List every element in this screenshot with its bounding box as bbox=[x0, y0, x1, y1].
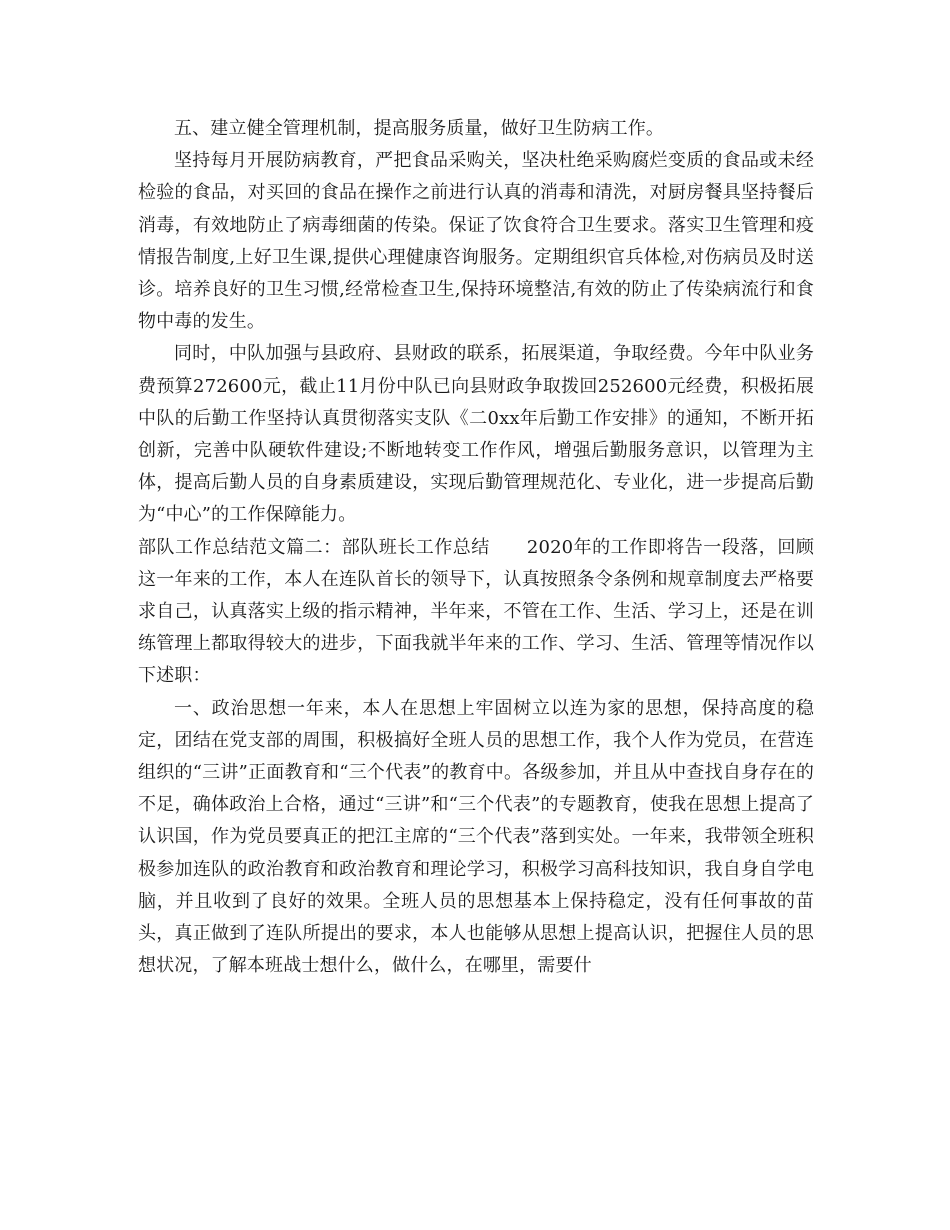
paragraph-1: 五、建立健全管理机制，提高服务质量，做好卫生防病工作。 bbox=[174, 118, 665, 139]
paragraph-4: 部队工作总结范文篇二：部队班长工作总结 2020年的工作即将告一段落，回顾这一年来的工作，本人在连队首长的领导下，认真按照条令条例和规章制度去严格要求自己，认真落实上级的指示精神，半年来，不管在工作、生活、学习上，还是在训练管理上都取得较大的进步，下面我就半年来的工作、学习、生活、管理等情况作以下述职： bbox=[138, 536, 814, 687]
document-body bbox=[138, 113, 814, 982]
paragraph-2: 坚持每月开展防病教育，严把食品采购关，坚决杜绝采购腐烂变质的食品或未经检验的食品，对买回的食品在操作之前进行认真的消毒和清洗，对厨房餐具坚持餐后消毒，有效地防止了病毒细菌的传染。保证了饮食符合卫生要求。落实卫生管理和疫情报告制度,上好卫生课,提供心理健康咨询服务。定期组织官兵体检,对伤病员及时送诊。培养良好的卫生习惯,经常检查卫生,保持环境整洁,有效的防止了传染病流行和食物中毒的发生。 bbox=[138, 150, 814, 333]
paragraph-5: 一、政治思想一年来，本人在思想上牢固树立以连为家的思想，保持高度的稳定，团结在党支部的周围，积极搞好全班人员的思想工作，我个人作为党员，在营连组织的“三讲”正面教育和“三个代表”的教育中。各级参加，并且从中查找自身存在的不足，确体政治上合格，通过“三讲”和“三个代表”的专题教育，使我在思想上提高了认识国，作为党员要真正的把江主席的“三个代表”落到实处。一年来，我带领全班积极参加连队的政治教育和政治教育和理论学习，积极学习高科技知识，我自身自学电脑，并且收到了良好的效果。全班人员的思想基本上保持稳定，没有任何事故的苗头，真正做到了连队所提出的要求，本人也能够从思想上提高认识，把握住人员的思想状况，了解本班战士想什么，做什么，在哪里，需要什 bbox=[138, 697, 814, 977]
paragraph-3: 同时，中队加强与县政府、县财政的联系，拓展渠道，争取经费。今年中队业务费预算272600元，截止11月份中队已向县财政争取拨回252600元经费，积极拓展中队的后勤工作坚持认真贯彻落实支队《二0xx年后勤工作安排》的通知，不断开拓创新，完善中队硬软件建设;不断地转变工作作风，增强后勤服务意识，以管理为主体，提高后勤人员的自身素质建设，实现后勤管理规范化、专业化，进一步提高后勤为“中心”的工作保障能力。 bbox=[138, 343, 814, 526]
